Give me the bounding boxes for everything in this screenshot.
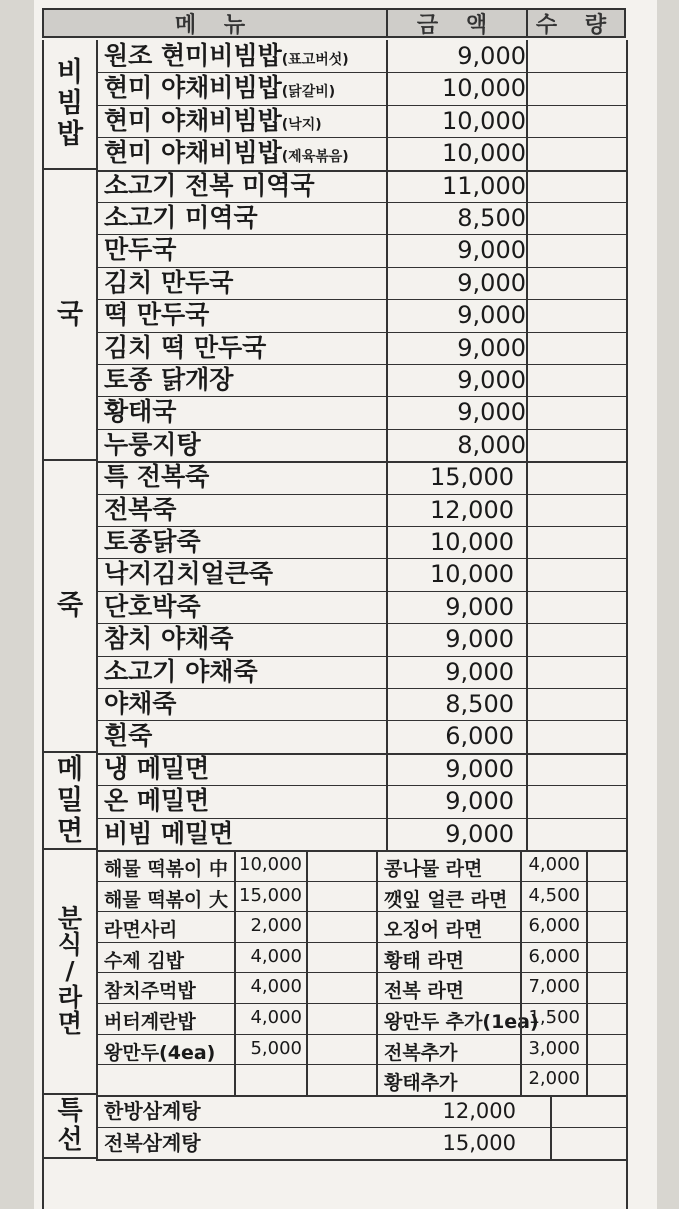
row-divider xyxy=(96,972,626,973)
quantity-cell[interactable] xyxy=(528,431,624,459)
quantity-cell[interactable] xyxy=(588,974,624,1001)
quantity-cell[interactable] xyxy=(528,722,624,750)
special-item-price: 12,000 xyxy=(442,1098,516,1123)
category-label-char: 빔 xyxy=(56,88,84,120)
column-divider xyxy=(520,850,522,1095)
column-divider xyxy=(306,850,308,1095)
quantity-cell[interactable] xyxy=(528,236,624,264)
column-divider xyxy=(626,1095,628,1159)
snack-item-name: 참치주먹밥 xyxy=(104,980,196,1003)
menu-item-price: 9,000 xyxy=(445,754,514,783)
row-divider xyxy=(96,720,626,721)
column-divider xyxy=(96,1095,98,1159)
column-divider xyxy=(386,40,388,850)
quantity-cell[interactable] xyxy=(308,913,374,940)
menu-item-price: 10,000 xyxy=(442,74,526,103)
menu-item-name: 현미 야채비빔밥(제육볶음) xyxy=(104,138,349,168)
quantity-cell[interactable] xyxy=(528,269,624,297)
menu-item-name: 토종닭죽 xyxy=(104,527,201,556)
quantity-cell[interactable] xyxy=(528,496,624,524)
quantity-cell[interactable] xyxy=(588,944,624,971)
table-border xyxy=(42,1159,44,1209)
menu-item-name: 단호박죽 xyxy=(104,591,201,621)
quantity-cell[interactable] xyxy=(528,528,624,556)
category-label-char: 메 xyxy=(56,753,84,785)
quantity-cell[interactable] xyxy=(588,1066,624,1093)
special-item-name: 전복삼계탕 xyxy=(104,1130,201,1155)
menu-item-name: 소고기 미역국 xyxy=(104,203,258,232)
menu-item-price: 9,000 xyxy=(457,42,526,70)
row-divider xyxy=(96,1159,626,1161)
category-label xyxy=(42,461,98,753)
quantity-cell[interactable] xyxy=(528,366,624,394)
quantity-cell[interactable] xyxy=(588,883,624,910)
menu-item-note: (표고버섯) xyxy=(281,52,349,68)
snack-item-price: 4,500 xyxy=(528,884,580,906)
snack-item-price: 7,000 xyxy=(528,976,580,998)
quantity-cell[interactable] xyxy=(308,974,374,1001)
category-label-char: 선 xyxy=(57,1124,83,1155)
quantity-cell[interactable] xyxy=(308,883,374,910)
menu-item-name: 특 전복죽 xyxy=(104,462,210,492)
snack-item-name: 전복추가 xyxy=(384,1041,458,1064)
category-label-char: 특 xyxy=(57,1096,83,1127)
snack-item-price: 10,000 xyxy=(239,854,302,875)
menu-item-name: 흰죽 xyxy=(104,721,153,751)
menu-item-price: 9,000 xyxy=(457,333,526,362)
quantity-cell[interactable] xyxy=(528,204,624,232)
header-quantity: 수 량 xyxy=(526,8,626,38)
quantity-cell[interactable] xyxy=(528,787,624,815)
snack-item-name: 왕만두(4ea) xyxy=(104,1041,216,1064)
quantity-cell[interactable] xyxy=(588,1036,624,1063)
menu-item-name: 참치 야채죽 xyxy=(104,624,234,654)
category-label-char: 밀 xyxy=(56,784,84,816)
menu-item-note: (낙지) xyxy=(281,116,322,133)
snack-item-price: 15,000 xyxy=(239,884,302,906)
quantity-cell[interactable] xyxy=(308,1036,374,1063)
category-label-char: 비 xyxy=(56,57,84,89)
menu-item-name: 원조 현미비빔밥(표고버섯) xyxy=(104,41,349,70)
menu-item-price: 10,000 xyxy=(442,106,526,135)
menu-item-name: 떡 만두국 xyxy=(104,300,210,330)
table-border xyxy=(626,1159,628,1209)
quantity-cell[interactable] xyxy=(308,852,374,879)
snack-item-name: 오징어 라면 xyxy=(384,919,483,942)
menu-item-name: 냉 메밀면 xyxy=(104,753,210,783)
row-divider xyxy=(96,1034,626,1035)
category-label xyxy=(42,1095,98,1159)
menu-item-name: 황태국 xyxy=(104,397,177,427)
snack-item-name: 왕만두 추가(1ea) xyxy=(384,1011,539,1033)
menu-item-price: 9,000 xyxy=(457,398,526,427)
menu-item-price: 12,000 xyxy=(430,495,514,524)
column-divider xyxy=(526,40,528,850)
menu-item-price: 9,000 xyxy=(445,787,514,816)
header-price: 금 액 xyxy=(386,8,528,38)
menu-item-name: 만두국 xyxy=(104,235,177,265)
menu-item-price: 8,000 xyxy=(457,430,526,459)
menu-item-name: 소고기 전복 미역국 xyxy=(104,170,315,200)
quantity-cell[interactable] xyxy=(528,301,624,329)
row-divider xyxy=(96,1003,626,1004)
menu-item-price: 8,500 xyxy=(457,204,526,232)
snack-item-name: 해물 떡볶이 大 xyxy=(104,888,228,911)
menu-item-name: 야채죽 xyxy=(104,689,177,718)
column-divider xyxy=(586,850,588,1095)
menu-item-price: 6,000 xyxy=(445,722,514,751)
menu-item-name: 소고기 야채죽 xyxy=(104,656,258,686)
quantity-cell[interactable] xyxy=(528,107,624,135)
menu-item-price: 9,000 xyxy=(457,366,526,394)
category-label xyxy=(42,850,98,1095)
row-divider xyxy=(96,942,626,943)
menu-order-sheet xyxy=(34,0,657,1209)
quantity-cell[interactable] xyxy=(308,944,374,971)
quantity-cell[interactable] xyxy=(528,560,624,588)
snack-item-price: 1,500 xyxy=(528,1007,580,1028)
menu-item-price: 11,000 xyxy=(442,171,526,200)
snack-item-price: 2,000 xyxy=(528,1068,580,1090)
menu-item-price: 9,000 xyxy=(445,625,514,654)
category-label-char: 분 xyxy=(57,903,83,933)
snack-item-price: 3,000 xyxy=(528,1037,580,1059)
quantity-cell[interactable] xyxy=(528,334,624,362)
quantity-cell[interactable] xyxy=(528,658,624,686)
quantity-cell[interactable] xyxy=(528,42,624,70)
menu-item-name: 낙지김치얼큰죽 xyxy=(104,559,274,589)
menu-item-note: (제육볶음) xyxy=(281,149,349,166)
snack-item-name: 깻잎 얼큰 라면 xyxy=(384,888,508,911)
quantity-cell[interactable] xyxy=(528,172,624,200)
special-item-name: 한방삼계탕 xyxy=(104,1098,201,1123)
menu-item-name: 현미 야채비빔밥(닭갈비) xyxy=(104,73,336,103)
category-label-char: 식 xyxy=(57,930,83,960)
menu-item-name: 누룽지탕 xyxy=(104,429,201,459)
menu-item-name: 전복죽 xyxy=(104,494,177,524)
menu-item-price: 9,000 xyxy=(457,301,526,330)
category-label-char: 면 xyxy=(56,815,84,847)
snack-item-price: 4,000 xyxy=(528,854,580,875)
quantity-cell[interactable] xyxy=(308,1066,374,1093)
snack-item-name: 전복 라면 xyxy=(384,980,465,1003)
category-label-char: 죽 xyxy=(56,590,84,622)
column-divider xyxy=(550,1095,552,1159)
menu-item-price: 8,500 xyxy=(445,690,514,718)
column-divider xyxy=(626,850,628,1095)
snack-item-price: 6,000 xyxy=(528,945,580,967)
snack-item-name: 라면사리 xyxy=(104,919,178,942)
quantity-cell[interactable] xyxy=(528,593,624,621)
category-label-char: 국 xyxy=(56,298,84,330)
quantity-cell[interactable] xyxy=(552,1097,624,1125)
menu-item-name: 현미 야채비빔밥(낙지) xyxy=(104,105,322,135)
snack-item-name: 해물 떡볶이 中 xyxy=(104,858,228,880)
column-divider xyxy=(376,850,378,1095)
quantity-cell[interactable] xyxy=(588,1005,624,1032)
snack-item-price: 4,000 xyxy=(250,1007,302,1028)
column-divider xyxy=(96,40,98,850)
snack-item-price: 5,000 xyxy=(250,1037,302,1059)
quantity-cell[interactable] xyxy=(528,690,624,718)
menu-item-price: 9,000 xyxy=(445,657,514,686)
category-label-char: 라 xyxy=(57,982,83,1012)
menu-item-note: (닭갈비) xyxy=(281,84,336,101)
category-label-char: / xyxy=(65,956,75,986)
category-label-char: 밥 xyxy=(56,119,84,151)
snack-item-name: 황태추가 xyxy=(384,1072,458,1095)
quantity-cell[interactable] xyxy=(552,1129,624,1157)
menu-item-price: 10,000 xyxy=(442,139,526,168)
quantity-cell[interactable] xyxy=(528,755,624,783)
category-label xyxy=(42,753,98,850)
quantity-cell[interactable] xyxy=(528,398,624,426)
row-divider xyxy=(96,881,626,882)
row-divider xyxy=(96,1064,626,1065)
quantity-cell[interactable] xyxy=(588,913,624,940)
menu-item-name: 온 메밀면 xyxy=(104,786,210,816)
snack-item-price: 4,000 xyxy=(250,945,302,967)
quantity-cell[interactable] xyxy=(308,1005,374,1032)
quantity-cell[interactable] xyxy=(588,852,624,879)
menu-item-price: 10,000 xyxy=(430,528,514,556)
category-label xyxy=(42,170,98,462)
menu-item-price: 9,000 xyxy=(445,819,514,848)
category-label-char: 면 xyxy=(57,1008,83,1038)
quantity-cell[interactable] xyxy=(528,139,624,167)
quantity-cell[interactable] xyxy=(528,463,624,491)
menu-item-name: 김치 만두국 xyxy=(104,267,234,297)
menu-item-price: 9,000 xyxy=(457,236,526,265)
menu-item-price: 15,000 xyxy=(430,463,514,492)
menu-item-price: 9,000 xyxy=(445,592,514,621)
menu-item-price: 10,000 xyxy=(430,560,514,589)
snack-item-price: 4,000 xyxy=(250,976,302,998)
quantity-cell[interactable] xyxy=(528,625,624,653)
quantity-cell[interactable] xyxy=(528,820,624,848)
menu-item-name: 토종 닭개장 xyxy=(104,365,234,394)
category-label xyxy=(42,40,98,170)
header-menu: 메 뉴 xyxy=(42,8,388,38)
row-divider xyxy=(96,911,626,912)
menu-item-name: 비빔 메밀면 xyxy=(104,818,234,848)
column-divider xyxy=(96,850,98,1095)
column-divider xyxy=(234,850,236,1095)
special-item-price: 15,000 xyxy=(442,1130,516,1155)
snack-item-name: 수제 김밥 xyxy=(104,949,185,972)
snack-item-price: 2,000 xyxy=(250,915,302,937)
menu-item-name: 김치 떡 만두국 xyxy=(104,332,267,362)
snack-item-price: 6,000 xyxy=(528,915,580,937)
quantity-cell[interactable] xyxy=(528,74,624,102)
menu-item-price: 9,000 xyxy=(457,268,526,297)
snack-item-name: 황태 라면 xyxy=(384,949,465,972)
column-divider xyxy=(626,40,628,850)
snack-item-name: 버터계란밥 xyxy=(104,1011,196,1033)
snack-item-name: 콩나물 라면 xyxy=(384,858,483,880)
